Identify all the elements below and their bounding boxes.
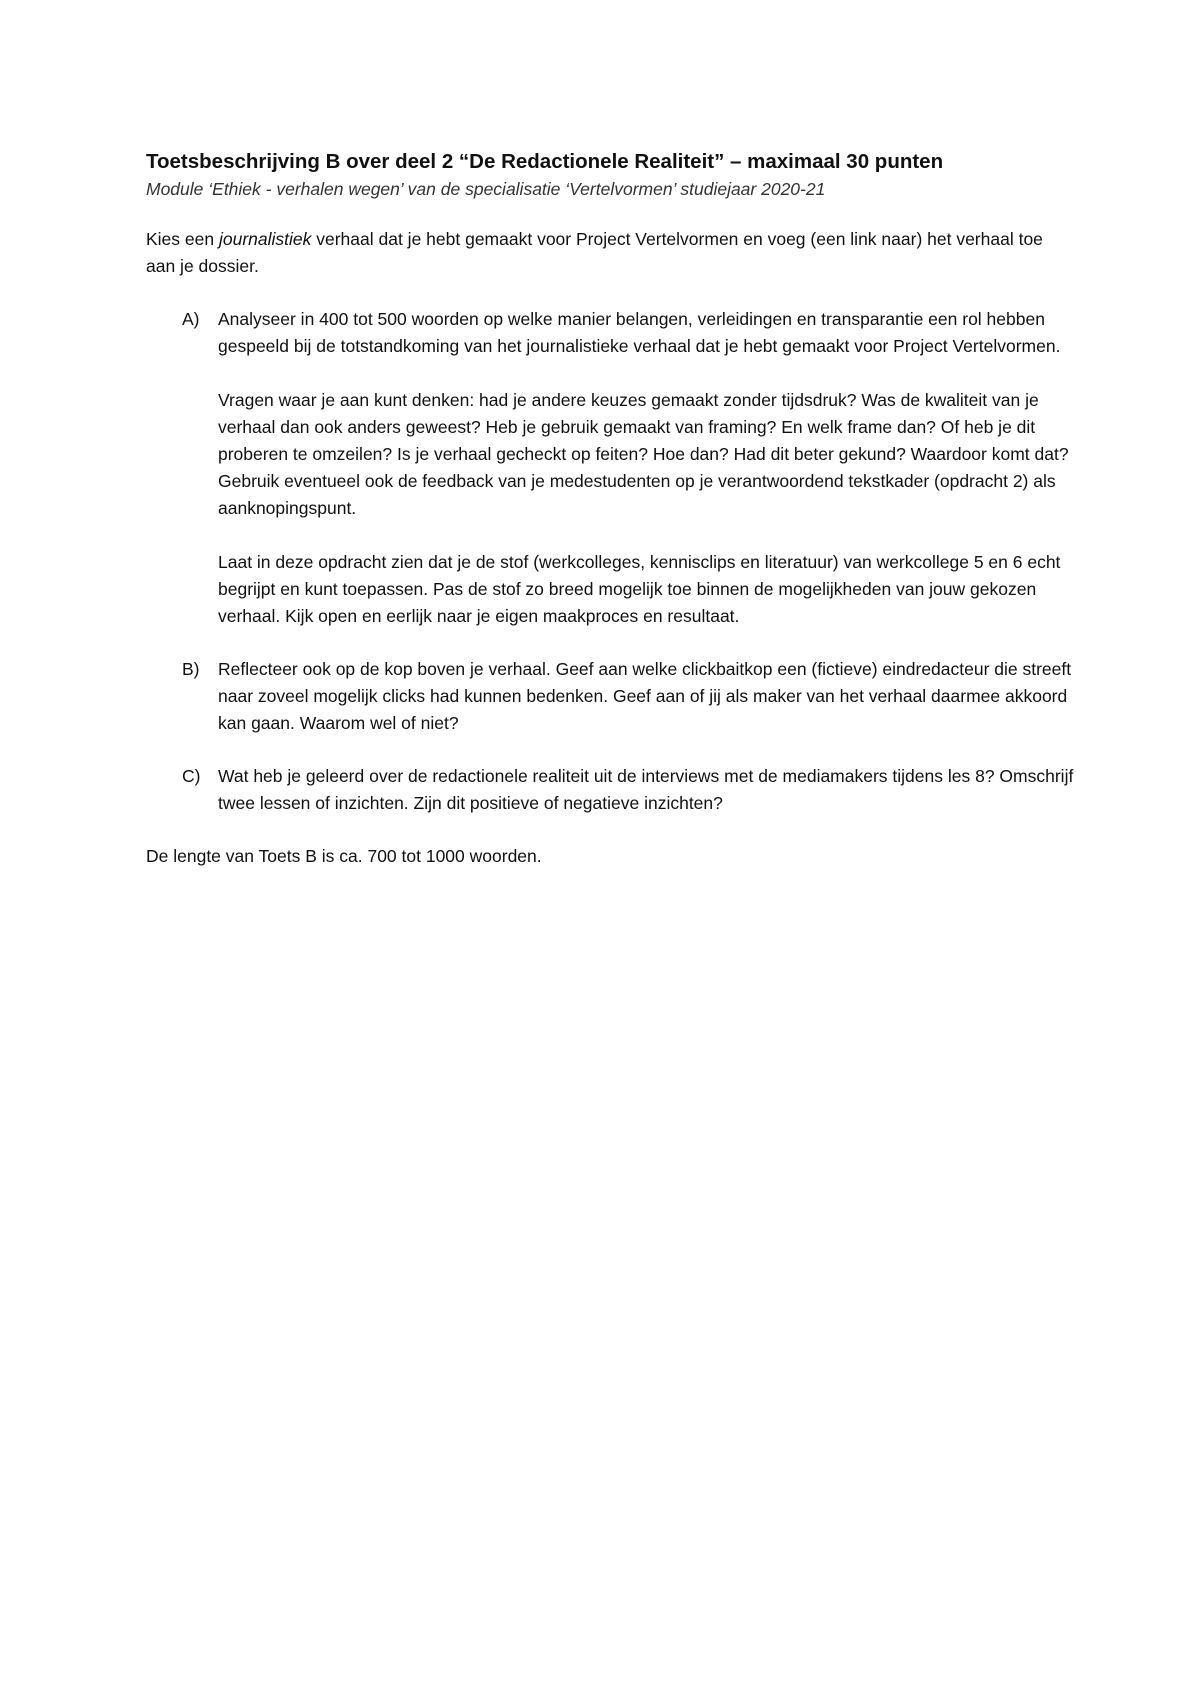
item-label: A) (182, 309, 200, 329)
item-label: C) (182, 766, 201, 786)
document-subtitle: Module ‘Ethiek - verhalen wegen’ van de specialisatie ‘Vertelvormen’ studiejaar 2020-21 (146, 179, 826, 199)
document-title: Toetsbeschrijving B over deel 2 “De Redactionele Realiteit” – maximaal 30 punten (146, 150, 944, 173)
item-paragraph: Reflecteer ook op de kop boven je verhaal. Geef aan welke clickbaitkop een (fictieve) eindredacteur die streeft naar zoveel mogelijk clicks had kunnen bedenken. Geef aan of jij als maker van het verhaal daarmee akkoord kan gaan. Waarom wel of niet? (218, 659, 1072, 733)
item-paragraph: Vragen waar je aan kunt denken: had je andere keuzes gemaakt zonder tijdsdruk? Was de kwaliteit van je verhaal dan ook anders geweest? Heb je gebruik gemaakt van framing? En welk frame dan? Of heb je dit proberen te omzeilen? Is je verhaal gecheckt op feiten? Hoe dan? Had dit beter gekund? Waardoor komt dat? Gebruik eventueel ook de feedback van je medestudenten op je verantwoordend tekstkader (opdracht 2) als aanknopingspunt. (218, 390, 1069, 518)
item-paragraph: Laat in deze opdracht zien dat je de stof (werkcolleges, kennisclips en literatuur) van werkcollege 5 en 6 echt begrijpt en kunt toepassen. Pas de stof zo breed mogelijk toe binnen de mogelijkheden van jouw gekozen verhaal. Kijk open en eerlijk naar je eigen maakproces en resultaat. (218, 552, 1061, 626)
intro-text-after: verhaal dat je hebt gemaakt voor Project Vertelvormen en voeg (een link naar) het verhaal toe aan je dossier. (146, 229, 1043, 276)
item-paragraph: Wat heb je geleerd over de redactionele realiteit uit de interviews met de mediamakers tijdens les 8? Omschrijf twee lessen of inzichten. Zijn dit positieve of negatieve inzichten? (218, 766, 1074, 813)
intro-paragraph (146, 226, 1076, 280)
item-label: B) (182, 659, 200, 679)
assignment-item-a (146, 306, 1076, 630)
intro-text-before: Kies een (146, 229, 219, 249)
closing-paragraph: De lengte van Toets B is ca. 700 tot 1000 woorden. (146, 846, 542, 866)
document-body (146, 148, 1076, 870)
assignment-item-c (146, 763, 1076, 817)
item-paragraph: Analyseer in 400 tot 500 woorden op welke manier belangen, verleidingen en transparantie een rol hebben gespeeld bij de totstandkoming van het journalistieke verhaal dat je hebt gemaakt voor Project Vertelvormen. (218, 309, 1061, 356)
assignment-item-b (146, 656, 1076, 737)
intro-emphasis: journalistiek (218, 229, 312, 249)
